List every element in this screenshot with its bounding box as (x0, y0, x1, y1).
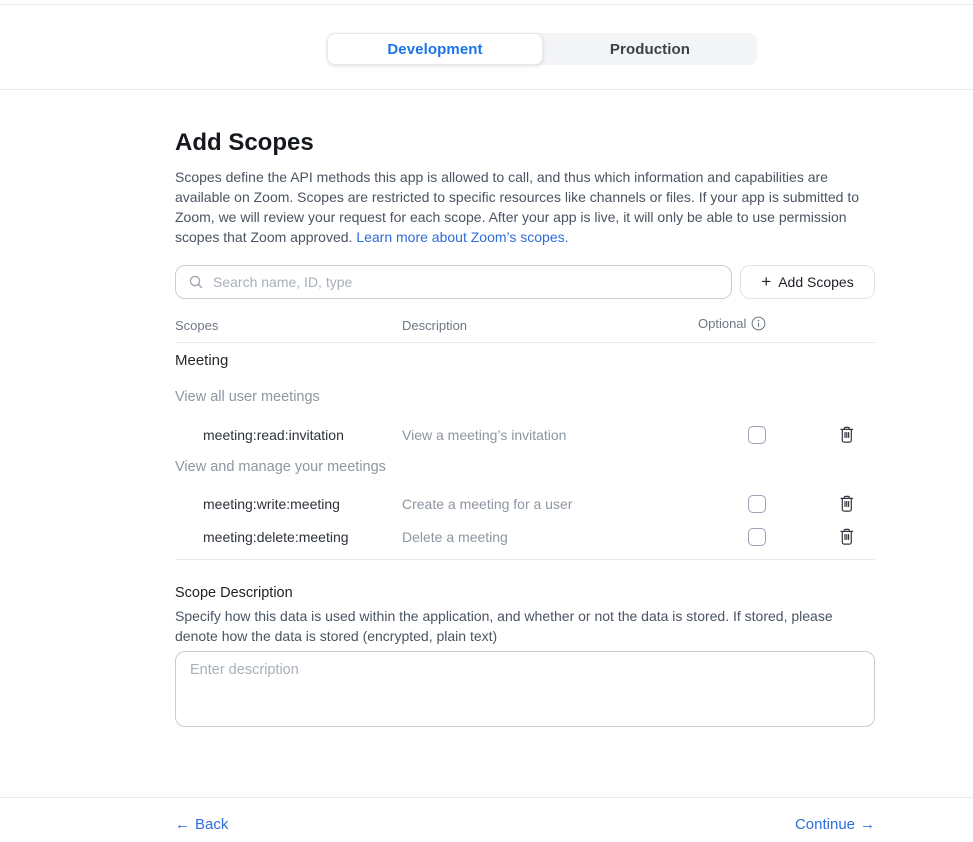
scope-description-label: Scope Description (175, 585, 293, 601)
page-title: Add Scopes (175, 129, 314, 156)
tab-production[interactable]: Production (609, 40, 691, 58)
scope-description-textarea[interactable] (175, 651, 875, 727)
optional-checkbox[interactable] (748, 528, 766, 546)
back-button[interactable] (175, 816, 228, 833)
column-header-optional (698, 316, 766, 331)
scope-section-label: View and manage your meetings (175, 459, 386, 475)
plus-icon: + (761, 272, 772, 291)
scope-group-meeting: Meeting (175, 352, 229, 369)
scope-description-cell: Create a meeting for a user (402, 496, 573, 512)
trash-icon (839, 528, 857, 546)
page-description (175, 167, 875, 247)
column-header-optional-label: Optional (698, 316, 747, 331)
search-icon (188, 274, 204, 290)
continue-button-label: Continue (794, 816, 855, 833)
footer-divider (0, 797, 973, 798)
continue-arrow-icon: → (860, 816, 875, 833)
search-input[interactable] (213, 274, 719, 290)
optional-checkbox[interactable] (748, 495, 766, 513)
column-header-scopes: Scopes (175, 318, 219, 333)
scope-description-cell: View a meeting’s invitation (402, 427, 567, 443)
delete-scope-button[interactable] (839, 528, 857, 546)
learn-more-link[interactable]: Learn more about Zoom’s scopes. (356, 229, 569, 245)
back-arrow-icon: ← (175, 816, 190, 833)
table-header-divider (175, 342, 875, 343)
delete-scope-button[interactable] (839, 426, 857, 444)
add-scopes-button[interactable] (740, 265, 875, 299)
scope-id: meeting:read:invitation (203, 427, 344, 443)
trash-icon (839, 426, 857, 444)
scope-description-helper: Specify how this data is used within the application, and whether or not the data is stored. If stored, please denote how the data is stored (encrypted, plain text) (175, 608, 833, 644)
scope-id: meeting:write:meeting (203, 496, 340, 512)
scope-search[interactable] (175, 265, 732, 299)
footer-nav (175, 816, 875, 833)
back-button-label: Back (195, 816, 229, 833)
scope-description-cell: Delete a meeting (402, 529, 508, 545)
trash-icon (839, 495, 857, 513)
scope-section-label: View all user meetings (175, 389, 320, 405)
continue-button[interactable] (795, 816, 875, 833)
page-description-text: Scopes define the API methods this app is allowed to call, and thus which information and capabilities are available on Zoom. Scopes are restricted to specific resources like channels or files. If your app is submitted to Zoom, we will review your request for each scope. After your app is live, it will only be able to use permission scopes that Zoom approved. (175, 169, 859, 245)
info-icon[interactable] (751, 316, 766, 331)
delete-scope-button[interactable] (839, 495, 857, 513)
optional-checkbox[interactable] (748, 426, 766, 444)
add-scopes-button-label: Add Scopes (778, 274, 854, 290)
table-bottom-divider (175, 559, 875, 560)
column-header-description: Description (402, 318, 468, 333)
scope-id: meeting:delete:meeting (203, 529, 349, 545)
main-content (175, 0, 875, 842)
tab-development[interactable]: Development (327, 33, 543, 65)
